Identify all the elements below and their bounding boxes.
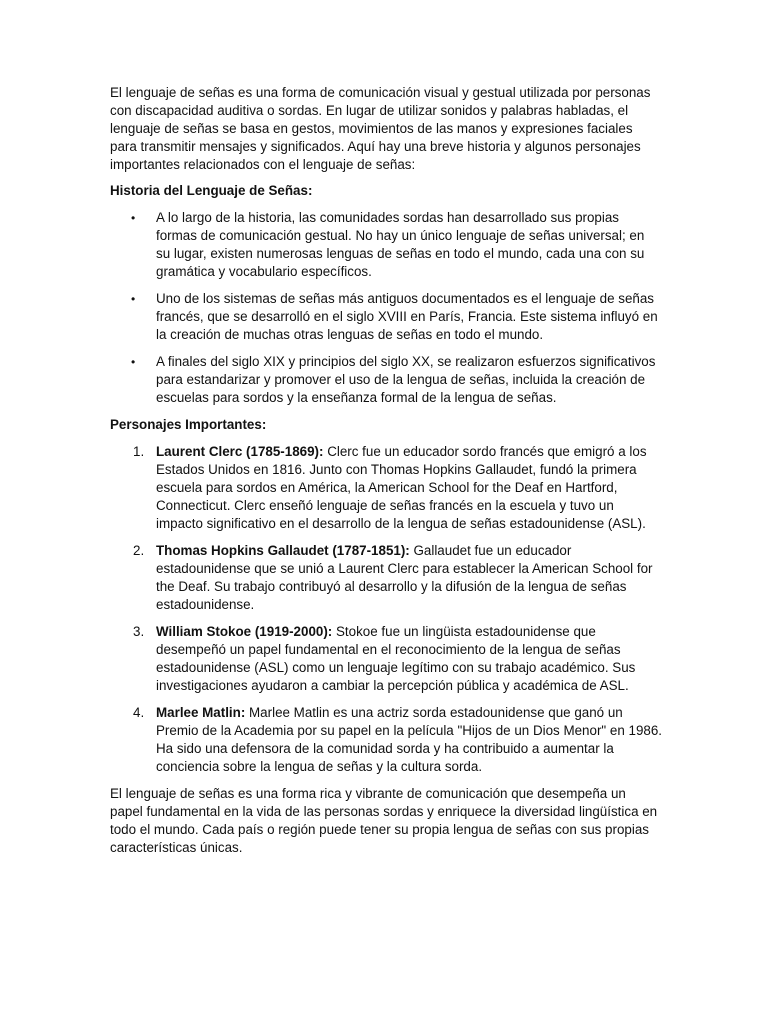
bullet-icon: • [131,211,136,225]
name-separator: : [327,624,333,639]
person-name-text: Marlee Matlin [156,705,241,720]
history-list-item [110,353,662,407]
people-list-item [110,623,662,695]
person-name-text: William Stokoe (1919-2000) [156,624,328,639]
history-item-text: A finales del siglo XIX y principios del siglo XX, se realizaron esfuerzos significativos para estandarizar y promover el uso de la lengua de señas, incluida la creación de escuelas para sordos y la enseñanza formal de la lengua de señas. [156,354,656,405]
history-heading: Historia del Lenguaje de Señas: [110,183,313,198]
list-number: 1. [133,444,145,459]
people-list-item [110,542,662,614]
intro-paragraph: El lenguaje de señas es una forma de comunicación visual y gestual utilizada por personas con discapacidad auditiva o sordas. En lugar de utilizar sonidos y palabras habladas, el lenguaje de señas se basa en gestos, movimientos de las manos y expresiones faciales para transmitir mensajes y significados. Aquí hay una breve historia y algunos personajes importantes relacionados con el lenguaje de señas: [110,85,651,172]
list-number: 4. [133,705,145,720]
person-description: Gallaudet fue un educador estadounidense que se unió a Laurent Clerc para establecer la American School for the Deaf. Su trabajo contribuyó al desarrollo y la difusión de la lengua de señas estadounidense. [156,543,653,612]
history-item-text: Uno de los sistemas de señas más antiguos documentados es el lenguaje de señas francés, que se desarrolló en el siglo XVIII en París, Francia. Este sistema influyó en la creación de muchas otras lenguas de señas en todo el mundo. [156,291,658,342]
person-name-text: Laurent Clerc (1785-1869) [156,444,319,459]
name-separator: : [240,705,246,720]
history-list [110,209,662,407]
history-list-item [110,209,662,281]
person-name [156,444,323,459]
person-name [156,543,410,558]
person-description: Stokoe fue un lingüista estadounidense que desempeñó un papel fundamental en el reconocimiento de la lengua de señas estadounidense (ASL) como un lenguaje legítimo con su trabajo académico. Sus investigaciones ayudaron a cambiar la percepción pública y académica de ASL. [156,624,636,693]
name-separator: : [405,543,410,558]
history-item-text: A lo largo de la historia, las comunidades sordas han desarrollado sus propias formas de comunicación gestual. No hay un único lenguaje de señas universal; en su lugar, existen numerosas lenguas de señas en todo el mundo, cada una con su gramática y vocabulario específicos. [156,210,645,279]
people-list-item [110,704,662,776]
list-number: 2. [133,543,145,558]
list-number: 3. [133,624,145,639]
bullet-icon: • [131,292,136,306]
person-name [156,705,245,720]
people-heading: Personajes Importantes: [110,417,267,432]
person-name-text: Thomas Hopkins Gallaudet (1787-1851) [156,543,406,558]
conclusion-paragraph: El lenguaje de señas es una forma rica y vibrante de comunicación que desempeña un papel fundamental en la vida de las personas sordas y enriquece la diversidad lingüística en todo el mundo. Cada país o región puede tener su propia lengua de señas con sus propias características únicas. [110,786,658,855]
person-name [156,624,332,639]
people-list [110,443,662,776]
people-list-item [110,443,662,533]
person-description: Clerc fue un educador sordo francés que emigró a los Estados Unidos en 1816. Junto con Thomas Hopkins Gallaudet, fundó la primera escuela para sordos en América, la American School for the Deaf en Hartford, Connecticut. Clerc enseñó lenguaje de señas francés en la escuela y tuvo un impacto significativo en el desarrollo de la lengua de señas estadounidense (ASL). [156,444,647,531]
history-list-item [110,290,662,344]
bullet-icon: • [131,355,136,369]
name-separator: : [319,444,324,459]
person-description: Marlee Matlin es una actriz sorda estadounidense que ganó un Premio de la Academia por su papel en la película "Hijos de un Dios Menor" en 1986. Ha sido una defensora de la comunidad sorda y ha contribuido a aumentar la conciencia sobre la lengua de señas y la cultura sorda. [156,705,662,774]
